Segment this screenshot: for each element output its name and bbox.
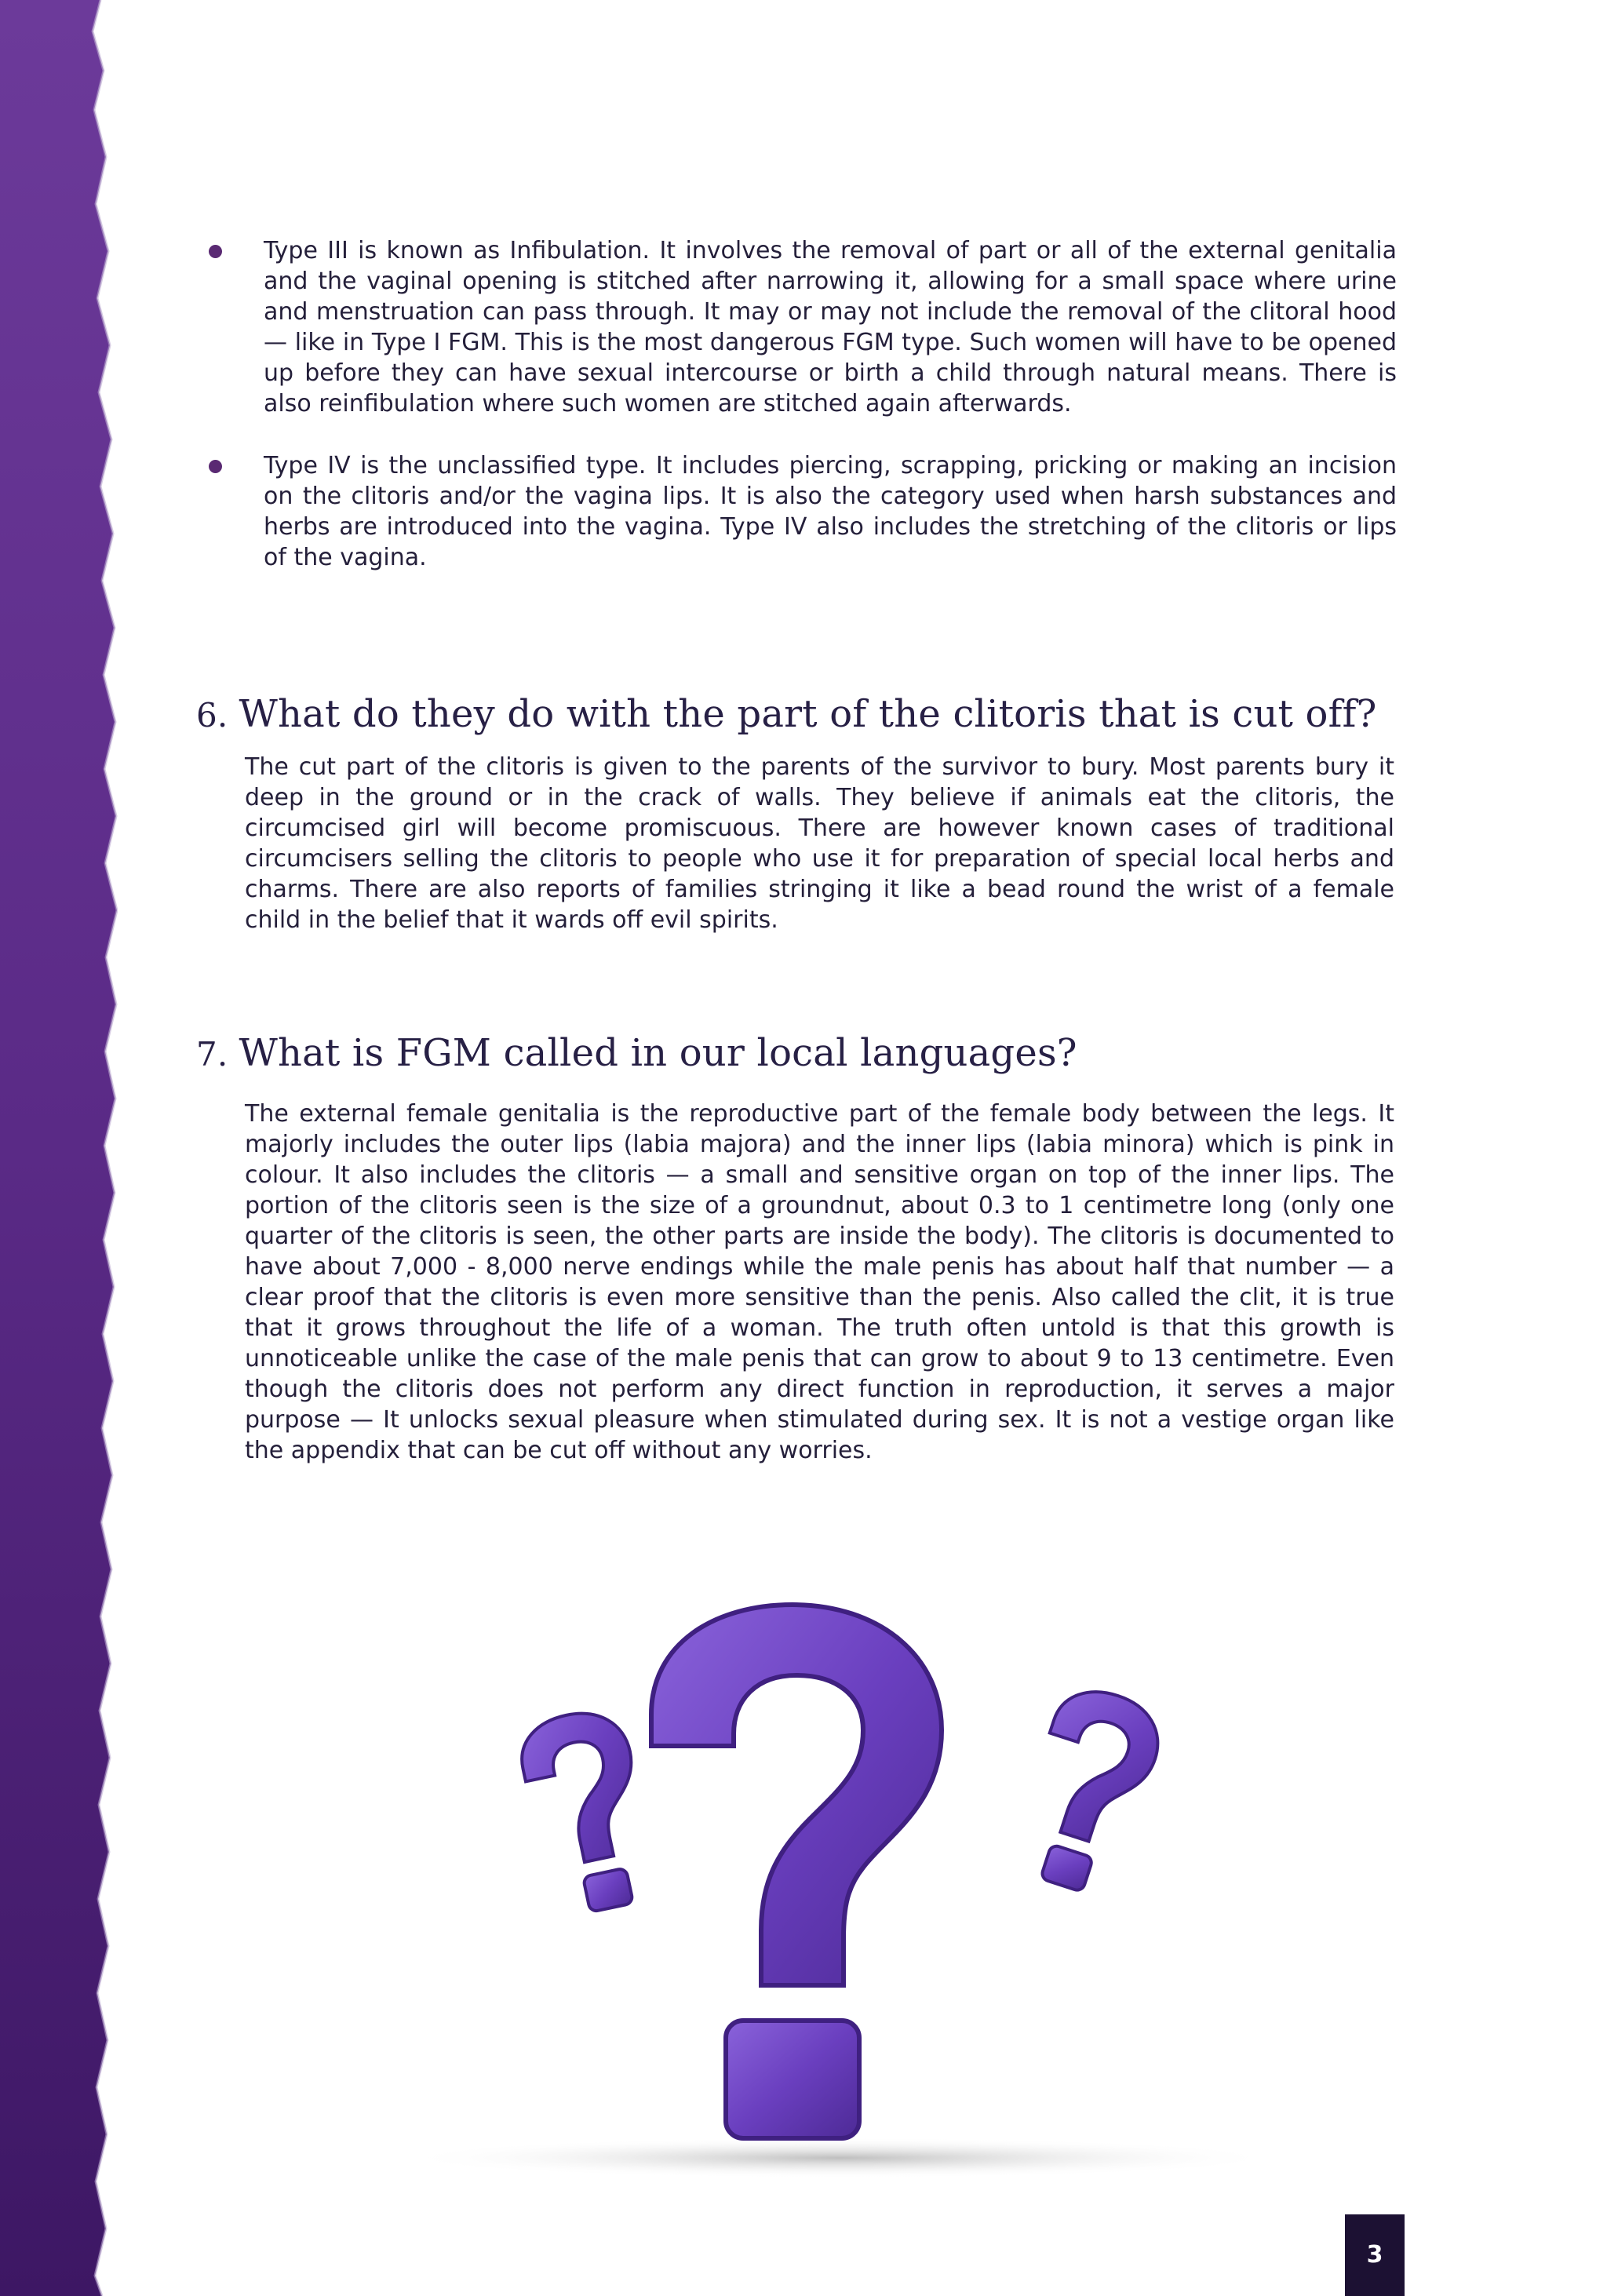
bullet-text: Type IV is the unclassified type. It includes piercing, scrapping, pricking or making an incision on the clitoris and/or the vagina lips. It is also the category used when harsh substances and herbs are introduced into the vagina. Type IV also includes the stretching of the clitoris or lips of the vagina. bbox=[264, 452, 1397, 571]
page-number-badge: 3 bbox=[1345, 2214, 1405, 2296]
bullet-list bbox=[204, 235, 1397, 604]
section-body: The external female genitalia is the reproductive part of the female body between the legs. It majorly includes the outer lips (labia majora) and the inner lips (labia minora) which is pink in colour. It also includes the clitoris — a small and sensitive organ on top of the inner lips. The portion of the clitoris seen is the size of a groundnut, about 0.3 to 1 centimetre long (only one quarter of the clitoris is seen, the other parts are inside the body). The clitoris is documented to have about 7,000 - 8,000 nerve endings while the male penis has about half that number — a clear proof that the clitoris is even more sensitive than the penis. Also called the clit, it is true that it grows throughout the life of a woman. The truth often untold is that this growth is unnoticeable unlike the case of the male penis that can grow to about 9 to 13 centimetre. Even though the clitoris does not perform any direct function in reproduction, it serves a major purpose — It unlocks sexual pleasure when stimulated during sex. It is not a vestige organ like the appendix that can be cut off without any worries. bbox=[245, 1100, 1394, 1464]
bullet-dot-icon bbox=[209, 245, 222, 258]
section-body: The cut part of the clitoris is given to the parents of the survivor to bury. Most parents bury it deep in the ground or in the crack of walls. They believe if animals eat the clitoris, the circumcised girl will become promiscuous. There are however known cases of traditional circumcisers selling the clitoris to people who use it for preparation of special local herbs and charms. There are also reports of families stringing it like a bead round the wrist of a female child in the belief that it wards off evil spirits. bbox=[245, 753, 1394, 934]
list-item bbox=[204, 450, 1397, 573]
bullet-text: Type III is known as Infibulation. It involves the removal of part or all of the external genitalia and the vaginal opening is stitched after narrowing it, allowing for a small space where urine and menstruation can pass through. It may or may not include the removal of the clitoral hood — like in Type I FGM. This is the most dangerous FGM type. Such women will have to be opened up before they can have sexual intercourse or birth a child through natural means. There is also reinfibulation where such women are stitched again afterwards. bbox=[264, 237, 1397, 417]
list-item bbox=[204, 235, 1397, 419]
section-title: What is FGM called in our local languages? bbox=[239, 1031, 1077, 1075]
bullet-dot-icon bbox=[209, 460, 222, 473]
section-number: 6. bbox=[196, 696, 228, 734]
section-heading bbox=[196, 1030, 1420, 1078]
section-number: 7. bbox=[196, 1035, 228, 1073]
section-heading bbox=[196, 691, 1420, 739]
section-title: What do they do with the part of the clitoris that is cut off? bbox=[239, 692, 1377, 736]
question-marks-icon bbox=[243, 1577, 1420, 2189]
torn-edge-band bbox=[0, 0, 118, 2296]
